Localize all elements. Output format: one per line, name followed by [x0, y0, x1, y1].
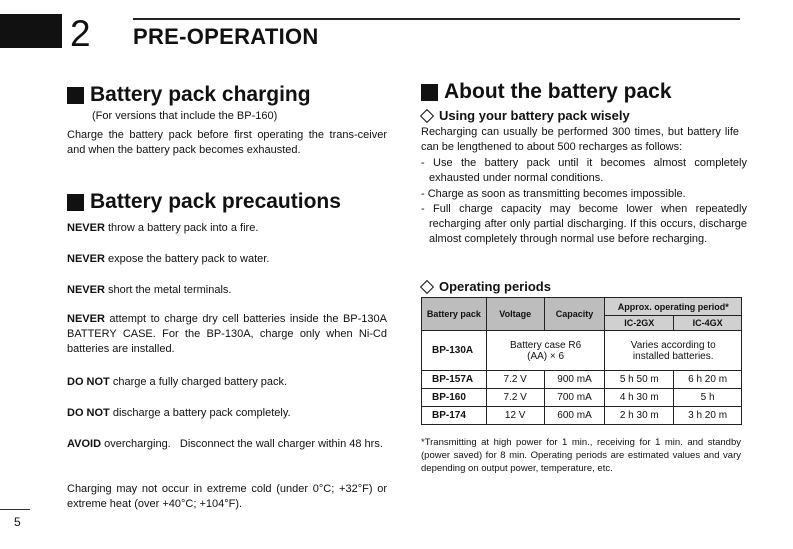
cell-capacity: 600 mA — [544, 407, 605, 425]
chapter-tab — [0, 14, 62, 48]
precaution-item: NEVER attempt to charge dry cell batteries inside the BP-130A BATTERY CASE. For the BP-130A, charge only when Ni-Cd batteries are installed. — [67, 313, 387, 355]
cell-ic2gx: 5 h 50 m — [605, 371, 674, 389]
cell-capacity: 900 mA — [544, 371, 605, 389]
cell-ic4gx: 5 h — [674, 389, 742, 407]
cell-voltage: 7.2 V — [486, 389, 544, 407]
precaution-item: NEVER expose the battery pack to water. — [67, 253, 270, 265]
table-footnote: *Transmitting at high power for 1 min., receiving for 1 min. and standby (power saved) for 8 min. Operating periods are estimated values and vary depending on output power, temperature, etc. — [421, 437, 741, 474]
chapter-number: 2 — [70, 13, 91, 54]
bullet-item: - Use the battery pack until it becomes almost completely exhausted under normal conditions. — [421, 157, 747, 184]
square-bullet-icon — [421, 84, 438, 101]
diamond-icon — [420, 108, 434, 122]
cell-model: BP-157A — [422, 371, 487, 389]
table-row — [422, 371, 742, 389]
bullet-item: - Full charge capacity may become lower when repeatedly recharging after only partial discharging. If this occurs, discharge almost completely through normal use before recharging. — [421, 203, 747, 245]
operating-periods-table — [421, 297, 742, 425]
header-ic2gx: IC-2GX — [605, 316, 674, 331]
page-rule — [0, 509, 30, 510]
precaution-item: DO NOT discharge a battery pack completely. — [67, 407, 291, 419]
table-row — [422, 407, 742, 425]
cell-ic2gx: 2 h 30 m — [605, 407, 674, 425]
square-bullet-icon — [67, 194, 84, 211]
cell-model: BP-130A — [422, 331, 487, 371]
diamond-icon — [420, 279, 434, 293]
header-voltage: Voltage — [486, 298, 544, 331]
header-battery-pack: Battery pack — [422, 298, 487, 331]
cell-ic4gx: 6 h 20 m — [674, 371, 742, 389]
header-approx-period: Approx. operating period* — [605, 298, 742, 316]
cell-ic2gx: 4 h 30 m — [605, 389, 674, 407]
cell-model: BP-160 — [422, 389, 487, 407]
cell-capacity: 700 mA — [544, 389, 605, 407]
charging-body: Charge the battery pack before first operating the trans-ceiver and when the battery pack becomes exhausted. — [67, 129, 387, 156]
subheading-using-wisely: Using your battery pack wisely — [419, 108, 630, 123]
precaution-item: NEVER throw a battery pack into a fire. — [67, 222, 259, 234]
precaution-item: NEVER short the metal terminals. — [67, 284, 232, 296]
cell-voltage: 7.2 V — [486, 371, 544, 389]
precaution-item: AVOID overcharging. Disconnect the wall charger within 48 hrs. — [67, 438, 383, 450]
bullet-item: - Charge as soon as transmitting becomes impossible. — [421, 188, 686, 200]
chapter-title: PRE-OPERATION — [133, 24, 319, 49]
charging-subnote: (For versions that include the BP-160) — [92, 110, 278, 122]
cell-model: BP-174 — [422, 407, 487, 425]
cell-voltage: 12 V — [486, 407, 544, 425]
temperature-note: Charging may not occur in extreme cold (under 0°C; +32°F) or extreme heat (over +40°C; +104°F). — [67, 483, 387, 510]
page-number: 5 — [14, 515, 21, 529]
heading-battery-charging: Battery pack charging — [67, 83, 311, 107]
header-capacity: Capacity — [544, 298, 605, 331]
header-rule — [133, 18, 740, 20]
recharge-intro: Recharging can usually be performed 300 times, but battery life can be lengthened to about 500 recharges as follows: — [421, 126, 739, 153]
cell-ic4gx: 3 h 20 m — [674, 407, 742, 425]
heading-battery-precautions: Battery pack precautions — [67, 190, 341, 214]
precaution-item: DO NOT charge a fully charged battery pack. — [67, 376, 288, 388]
square-bullet-icon — [67, 87, 84, 104]
header-ic4gx: IC-4GX — [674, 316, 742, 331]
cell-varies: Varies according to installed batteries. — [605, 331, 742, 371]
table-row — [422, 389, 742, 407]
cell-battery-case: Battery case R6 (AA) × 6 — [486, 331, 605, 371]
heading-about-battery-pack: About the battery pack — [421, 80, 672, 104]
table-row — [422, 331, 742, 371]
subheading-operating-periods: Operating periods — [419, 279, 551, 294]
